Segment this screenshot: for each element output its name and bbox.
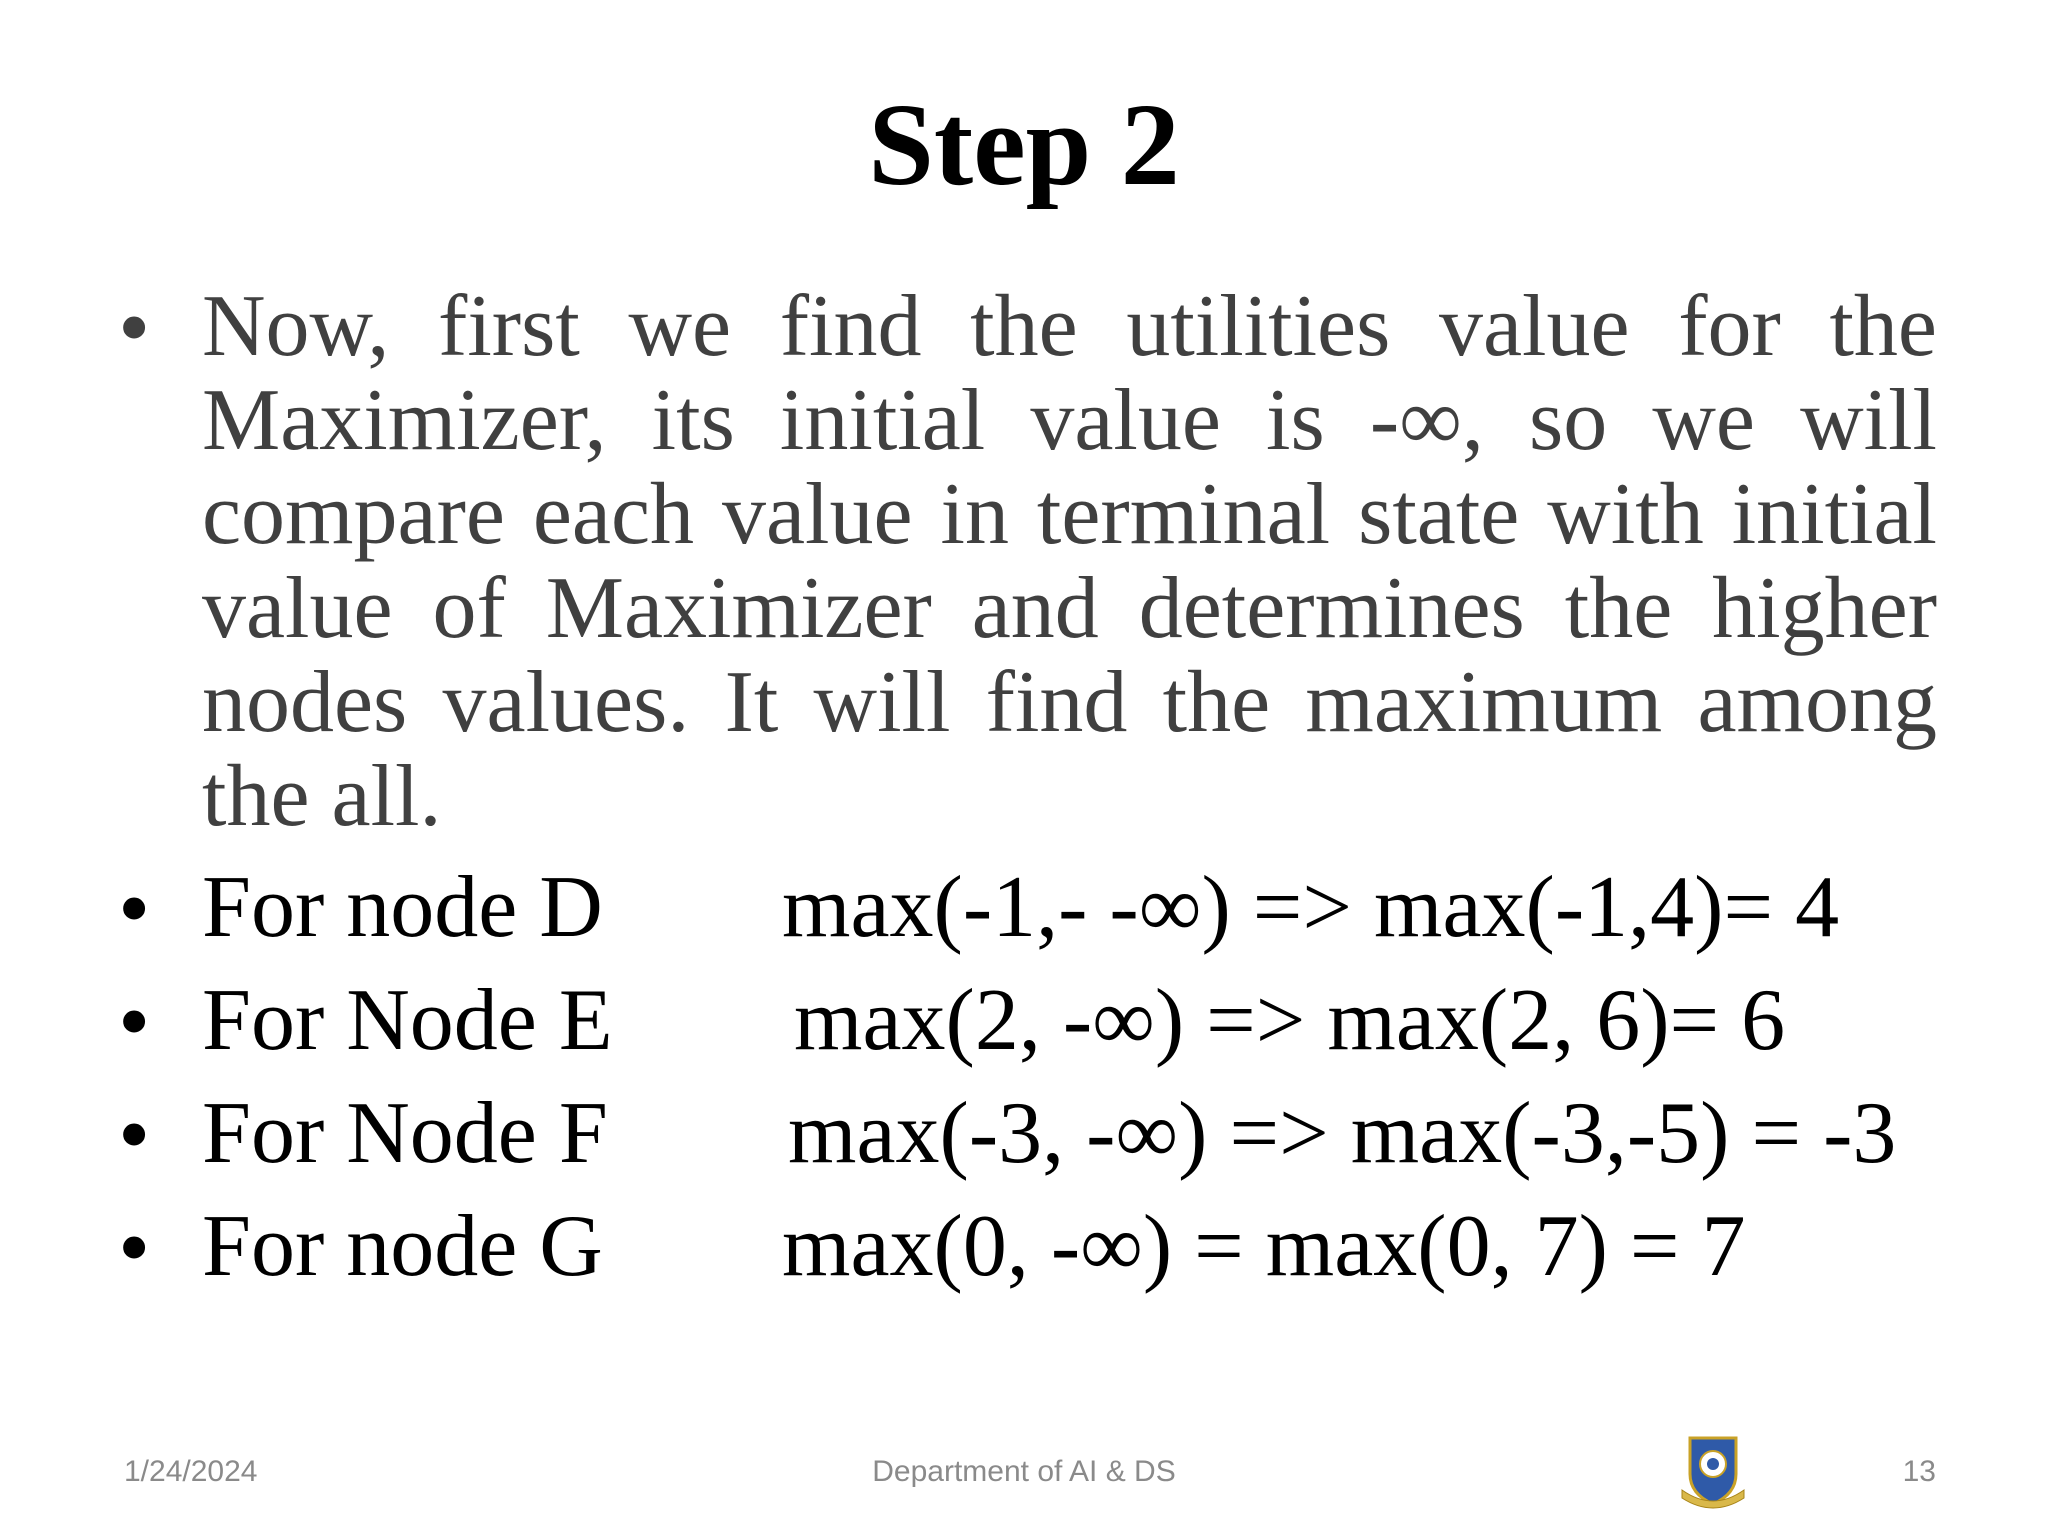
node-d-label: For node D	[202, 859, 603, 956]
college-emblem-icon	[1678, 1434, 1748, 1510]
node-e-label: For Node E	[202, 972, 613, 1069]
node-g-row	[0, 1192, 2048, 1302]
node-d-row	[0, 853, 2048, 963]
bullet-marker: •	[118, 276, 151, 378]
node-g-formula: max(0, -∞) = max(0, 7) = 7	[782, 1198, 1746, 1295]
node-d-formula: max(-1,- -∞) => max(-1,4)= 4	[782, 859, 1840, 956]
node-g-label: For node G	[202, 1198, 603, 1295]
slide-title: Step 2	[868, 79, 1180, 210]
node-e-formula: max(2, -∞) => max(2, 6)= 6	[794, 972, 1786, 1069]
node-f-row	[0, 1079, 2048, 1189]
node-e-row	[0, 966, 2048, 1076]
node-f-label: For Node F	[202, 1085, 608, 1182]
bullet-marker: •	[118, 1083, 151, 1185]
footer-page-number: 13	[1902, 1455, 1936, 1488]
bullet-marker: •	[118, 1196, 151, 1298]
bullet-marker: •	[118, 970, 151, 1072]
footer-date: 1/24/2024	[124, 1455, 258, 1488]
node-f-formula: max(-3, -∞) => max(-3,-5) = -3	[788, 1085, 1897, 1182]
footer-department: Department of AI & DS	[872, 1455, 1176, 1488]
bullet-marker: •	[118, 857, 151, 959]
intro-paragraph: Now, first we find the utilities value for the Maximizer, its initial value is -∞, so we will compare each value in terminal state with initial value of Maximizer and determines the higher nodes values. It will find the maximum among the all.	[202, 278, 1937, 845]
